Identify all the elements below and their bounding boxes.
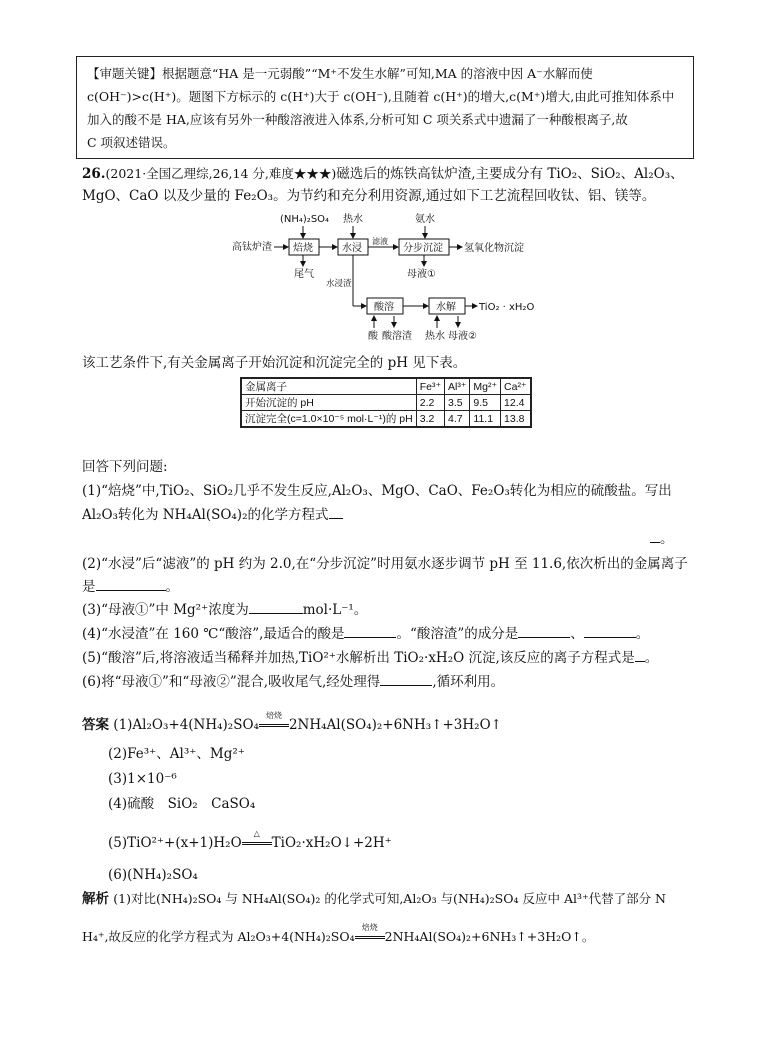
analysis-line-1 <box>82 890 666 908</box>
q1-line-b <box>82 506 343 524</box>
flow-leach-residue: 水浸渣 <box>326 279 352 289</box>
flow-input-slag: 高钛炉渣 <box>232 242 272 253</box>
analysis-label: 解析 <box>82 891 109 907</box>
q1-end: 。 <box>660 531 674 547</box>
question-stem-line-1 <box>82 165 684 183</box>
q3-text: (3)“母液①”中 Mg²⁺浓度为 <box>82 602 249 618</box>
analysis-line-2 <box>82 923 595 946</box>
q4-text-d: 。 <box>635 626 650 642</box>
table-header-cell: Fe³⁺ <box>416 378 444 395</box>
table-intro: 该工艺条件下,有关金属离子开始沉淀和沉淀完全的 pH 见下表。 <box>82 355 467 371</box>
answer-prompt: 回答下列问题: <box>82 459 168 475</box>
flow-product-ti: TiO₂ · xH₂O <box>479 302 535 313</box>
q6-text-a: (6)将“母液①”和“母液②”混合,吸收尾气,经处理得 <box>82 674 381 690</box>
analysis-text-2-left: H₄⁺,故反应的化学方程式为 Al₂O₃+4(NH₄)₂SO₄ <box>82 929 355 944</box>
flow-tail-gas: 尾气 <box>294 269 314 280</box>
flow-reagent-hot-water: 热水 <box>343 214 363 225</box>
table-header-row <box>241 378 531 395</box>
key-text-1: 根据题意“HA 是一元弱酸”“M⁺不发生水解”可知,MA 的溶液中因 A⁻水解而使 <box>162 66 593 81</box>
table-cell: 11.1 <box>470 411 501 428</box>
answer-5-line <box>108 829 392 852</box>
answer-5-left: (5)TiO²⁺+(x+1)H₂O <box>108 835 242 851</box>
q6-line <box>82 673 504 691</box>
flow-acid-residue: 酸溶渣 <box>382 331 412 342</box>
key-line-1 <box>87 65 593 83</box>
q1-line-a: (1)“焙烧”中,TiO₂、SiO₂几乎不发生反应,Al₂O₃、MgO、CaO、Fe₂O₃转化为相应的硫酸盐。写出 <box>82 483 672 499</box>
key-analysis-box <box>76 56 694 159</box>
flow-mother-liquor-1: 母液① <box>407 269 436 280</box>
q6-text-b: ,循环利用。 <box>432 674 505 690</box>
ion-ph-table <box>240 377 532 428</box>
question-stem-line-2: MgO、CaO 以及少量的 Fe₂O₃。为节约和充分利用资源,通过如下工艺流程回收钛、铝、镁等。 <box>82 188 656 204</box>
q4-text-c: 、 <box>570 626 584 642</box>
answer-6: (6)(NH₄)₂SO₄ <box>108 867 198 883</box>
flow-filtrate-label: 滤液 <box>372 237 388 246</box>
table-cell: 沉淀完全(c=1.0×10⁻⁵ mol·L⁻¹)的 pH <box>241 411 416 428</box>
answer-2: (2)Fe³⁺、Al³⁺、Mg²⁺ <box>108 746 245 762</box>
analysis-text-1: (1)对比(NH₄)₂SO₄ 与 NH₄Al(SO₄)₂ 的化学式可知,Al₂O₃ 与(NH₄)₂SO₄ 反应中 Al³⁺代替了部分 N <box>113 891 666 906</box>
answer-1-right: 2NH₄Al(SO₄)₂+6NH₃↑+3H₂O↑ <box>288 717 502 733</box>
answer-label: 答案 <box>82 717 109 733</box>
key-line-2: c(OH⁻)>c(H⁺)。题图下方标示的 c(H⁺)大于 c(OH⁻),且随着 c(H⁺)的增大,c(M⁺)增大,由此可推知体系中 <box>87 89 675 104</box>
q4-blank-acid <box>344 625 396 638</box>
table-cell: 3.5 <box>445 395 470 411</box>
flow-step-roast: 焙烧 <box>293 243 313 254</box>
q2-line-b: 是 。 <box>82 579 179 595</box>
question-number: 26. <box>82 166 106 182</box>
table-row <box>241 395 531 411</box>
flow-hot-water-input: 热水 <box>425 331 445 342</box>
q5-blank <box>635 649 645 662</box>
table-cell: 13.8 <box>501 411 531 428</box>
q4-text-b: 。“酸溶渣”的成分是 <box>396 626 519 642</box>
question-source: (2021·全国乙理综,26,14 分,难度★★★) <box>105 166 337 181</box>
answer-3: (3)1×10⁻⁶ <box>108 771 177 787</box>
flow-mother-liquor-2: 母液② <box>448 331 477 342</box>
process-flow-diagram <box>232 210 562 342</box>
analysis-text-2-right: 2NH₄Al(SO₄)₂+6NH₃↑+3H₂O↑。 <box>384 929 595 944</box>
q4-text-a: (4)“水浸渣”在 160 ℃“酸溶”,最适合的酸是 <box>82 626 345 642</box>
q4-blank-residue-2 <box>584 625 636 638</box>
q5-line <box>82 649 658 667</box>
q6-blank <box>380 673 432 686</box>
flow-step-precip: 分步沉淀 <box>403 243 443 254</box>
flow-step-hydrolysis: 水解 <box>436 302 456 313</box>
answer-5-right: TiO₂·xH₂O↓+2H⁺ <box>271 835 392 851</box>
q1-blank-start <box>329 506 343 519</box>
table-row <box>241 411 531 428</box>
q1-blank-end <box>650 530 660 543</box>
flow-acid-input: 酸 <box>368 331 378 342</box>
q5-end: 。 <box>644 650 659 666</box>
table-header-cell: Mg²⁺ <box>470 378 501 395</box>
table-cell: 开始沉淀的 pH <box>241 395 416 411</box>
flow-step-leach: 水浸 <box>342 243 362 254</box>
table-cell: 2.2 <box>416 395 444 411</box>
table-header-cell: 金属离子 <box>241 378 416 395</box>
answer-4: (4)硫酸 SiO₂ CaSO₄ <box>108 796 256 812</box>
flow-product-hydroxide: 氢氧化物沉淀 <box>464 243 524 254</box>
reaction-condition-heat: △ <box>242 834 272 852</box>
question-stem-1: 磁选后的炼铁高钛炉渣,主要成分有 TiO₂、SiO₂、Al₂O₃、 <box>336 166 684 182</box>
q3-unit: mol·L⁻¹。 <box>302 602 368 618</box>
q4-line <box>82 625 649 643</box>
table-header-cell: Al³⁺ <box>445 378 470 395</box>
answer-1-left: (1)Al₂O₃+4(NH₄)₂SO₄ <box>113 717 259 733</box>
table-cell: 3.2 <box>416 411 444 428</box>
flow-step-acid: 酸溶 <box>374 302 394 313</box>
q1-text: Al₂O₃转化为 NH₄Al(SO₄)₂的化学方程式 <box>82 507 329 523</box>
q5-text: (5)“酸溶”后,将溶液适当稀释并加热,TiO²⁺水解析出 TiO₂·xH₂O 沉淀,该反应的离子方程式是 <box>82 650 635 666</box>
q3-blank <box>249 601 303 614</box>
table-cell: 12.4 <box>501 395 531 411</box>
reaction-condition-roast-2: 焙烧 <box>355 928 385 946</box>
flow-reagent-ammonia: 氨水 <box>415 214 435 225</box>
q4-blank-residue-1 <box>518 625 570 638</box>
table-cell: 4.7 <box>445 411 470 428</box>
q3-line <box>82 601 367 619</box>
table-cell: 9.5 <box>470 395 501 411</box>
q2-text: 是 <box>82 579 96 595</box>
reaction-condition-roast: 焙烧 <box>259 716 289 734</box>
key-line-3: 加入的酸不是 HA,应该有另外一种酸溶液进入体系,分析可知 C 项关系式中遗漏了一种酸根离子,故 <box>87 112 628 127</box>
q2-blank <box>96 578 166 591</box>
flow-reagent-ammonium-sulfate: (NH₄)₂SO₄ <box>280 214 330 225</box>
q1-line-c <box>650 530 674 548</box>
key-label: 【审题关键】 <box>87 66 163 81</box>
table-header-cell: Ca²⁺ <box>501 378 531 395</box>
answer-1-line <box>82 711 502 734</box>
key-line-4: C 项叙述错误。 <box>87 135 176 150</box>
q2-line-a: (2)“水浸”后“滤液”的 pH 约为 2.0,在“分步沉淀”时用氨水逐步调节 pH 至 11.6,依次析出的金属离子 <box>82 556 688 572</box>
